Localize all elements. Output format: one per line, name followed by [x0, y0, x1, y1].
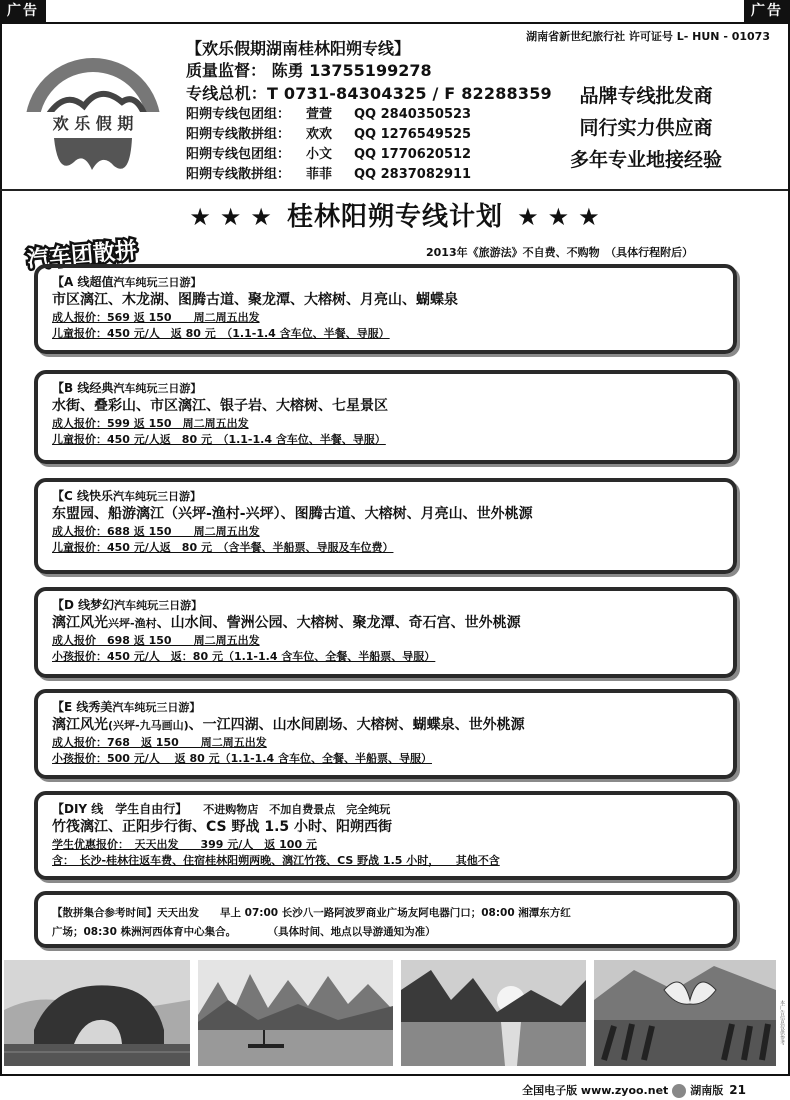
- star-icon: ★: [250, 203, 273, 231]
- child-price: 儿童报价：450 元/人返 80 元 （含半餐、半船票、导服及车位费）: [52, 541, 394, 554]
- route-spots: 东盟园、船游漓江（兴坪-渔村-兴坪）、图腾古道、大榕树、月亮山、世外桃源: [52, 506, 533, 522]
- contact-list: [186, 105, 471, 185]
- brand-title: 【欢乐假期湖南桂林阳朔专线】: [186, 39, 411, 58]
- hotline: 专线总机：T 0731-84304325 / F 82288359: [186, 84, 552, 103]
- ad-label-right: 广告: [744, 0, 790, 22]
- star-icon: ★: [517, 203, 540, 231]
- slogans: [536, 80, 756, 176]
- page-number: 21: [729, 1083, 746, 1097]
- photo-li-river-raft: [198, 960, 393, 1066]
- footer-site: 全国电子版 www.zyoo.net: [522, 1084, 669, 1097]
- route-spots: 漓江风光(兴坪-九马画山)、一江四湖、山水间剧场、大榕树、蝴蝶泉、世外桃源: [52, 717, 525, 733]
- child-price: 儿童报价：450 元/人 返 80 元 （1.1-1.4 含车位、半餐、导服）: [52, 327, 390, 340]
- student-price: 学生优惠报价： 天天出发 399 元/人 返 100 元: [52, 838, 317, 851]
- route-spots: 市区漓江、木龙湖、图腾古道、聚龙潭、大榕树、月亮山、蝴蝶泉: [52, 292, 458, 308]
- route-box-c: [34, 478, 737, 574]
- gathering-line: 广场；08:30 株洲河西体育中心集合。 （具体时间、地点以导游通知为准）: [52, 926, 436, 938]
- star-icon: ★: [219, 203, 243, 231]
- svg-text:汽车团散拼: 汽车团散拼: [26, 238, 139, 273]
- main-title: 桂林阳朔专线计划: [286, 202, 503, 232]
- header-divider: [0, 189, 788, 191]
- adult-price: 成人报价 698 返 150 周二周五出发: [52, 634, 260, 647]
- route-box-b: [34, 370, 737, 464]
- route-title: 【D 线梦幻汽车纯玩三日游】: [52, 598, 203, 612]
- route-title: 【A 线超值汽车纯玩三日游】: [52, 275, 202, 289]
- slogan: 多年专业地接经验: [569, 149, 722, 171]
- slogan: 品牌专线批发商: [579, 85, 713, 107]
- route-box-a: [34, 264, 737, 354]
- star-icon: ★: [547, 203, 571, 231]
- side-note: 本广告信息仅供参考: [779, 1000, 785, 1045]
- main-title-row: [0, 196, 790, 233]
- child-price: 小孩报价：450 元/人 返：80 元（1.1-1.4 含车位、全餐、半船票、导服）: [52, 650, 436, 663]
- route-spots: 水街、叠彩山、市区漓江、银子岩、大榕树、七星景区: [52, 398, 388, 414]
- logo-text: 欢 乐 假 期: [52, 114, 134, 133]
- route-title: 【B 线经典汽车纯玩三日游】: [52, 381, 202, 395]
- route-box-diy: [34, 791, 737, 880]
- adult-price: 成人报价：569 返 150 周二周五出发: [52, 311, 260, 324]
- contact-row: 阳朔专线散拼组： 菲菲 QQ 2837082911: [186, 167, 472, 182]
- contact-row: 阳朔专线包团组： 萱萱 QQ 2840350523: [186, 107, 472, 122]
- globe-icon: [672, 1084, 686, 1098]
- route-title: 【DIY 线 学生自由行】 不进购物店 不加自费景点 完全纯玩: [52, 802, 391, 816]
- slogan: 同行实力供应商: [579, 117, 713, 139]
- child-price: 小孩报价：500 元/人 返 80 元（1.1-1.4 含车位、全餐、半船票、导服）: [52, 752, 432, 765]
- route-spots: 竹筏漓江、正阳步行街、CS 野战 1.5 小时、阳朔西街: [52, 819, 393, 835]
- child-price: 儿童报价：450 元/人返 80 元 （1.1-1.4 含车位、半餐、导服）: [52, 433, 386, 446]
- adult-price: 成人报价：599 返 150 周二周五出发: [52, 417, 249, 430]
- contact-row: 阳朔专线散拼组： 欢欢 QQ 1276549525: [186, 127, 472, 142]
- route-box-e: [34, 689, 737, 779]
- route-title: 【C 线快乐汽车纯玩三日游】: [52, 489, 201, 503]
- footer-edition: 湖南版: [690, 1084, 724, 1097]
- quality-supervisor: 质量监督： 陈勇 13755199278: [186, 61, 432, 80]
- adult-price: 成人报价：768 返 150 周二周五出发: [52, 736, 267, 749]
- contact-row: 阳朔专线包团组： 小文 QQ 1770620512: [186, 147, 472, 162]
- photo-river-sunset: [401, 960, 586, 1066]
- includes-note: 含： 长沙-桂林往返车费、住宿桂林阳朔两晚、漓江竹筏、CS 野战 1.5 小时， 其他不含: [52, 854, 500, 867]
- logo-emblem: [18, 52, 168, 178]
- route-spots: 漓江风光兴坪-渔村、山水间、訾洲公园、大榕树、聚龙潭、奇石宫、世外桃源: [52, 615, 521, 631]
- gathering-info: [34, 891, 737, 948]
- photo-elephant-trunk-hill: [4, 960, 190, 1066]
- gathering-line: 【散拼集合参考时间】天天出发 早上 07:00 长沙八一路阿波罗商业广场友阿电器门口；08:00 湘潭东方红: [52, 907, 571, 919]
- ad-label-left: 广告: [0, 0, 46, 22]
- company-license: 湖南省新世纪旅行社 许可证号 L- HUN - 01073: [526, 30, 770, 43]
- law-note: 2013年《旅游法》不自费、不购物 （具体行程附后）: [426, 246, 694, 259]
- star-icon: ★: [578, 203, 601, 231]
- route-box-d: [34, 587, 737, 678]
- adult-price: 成人报价：688 返 150 周二周五出发: [52, 525, 260, 538]
- route-title: 【E 线秀美汽车纯玩三日游】: [52, 700, 201, 714]
- star-icon: ★: [189, 203, 212, 231]
- photo-butterfly-spring: [594, 960, 776, 1066]
- page-footer: [522, 1082, 746, 1098]
